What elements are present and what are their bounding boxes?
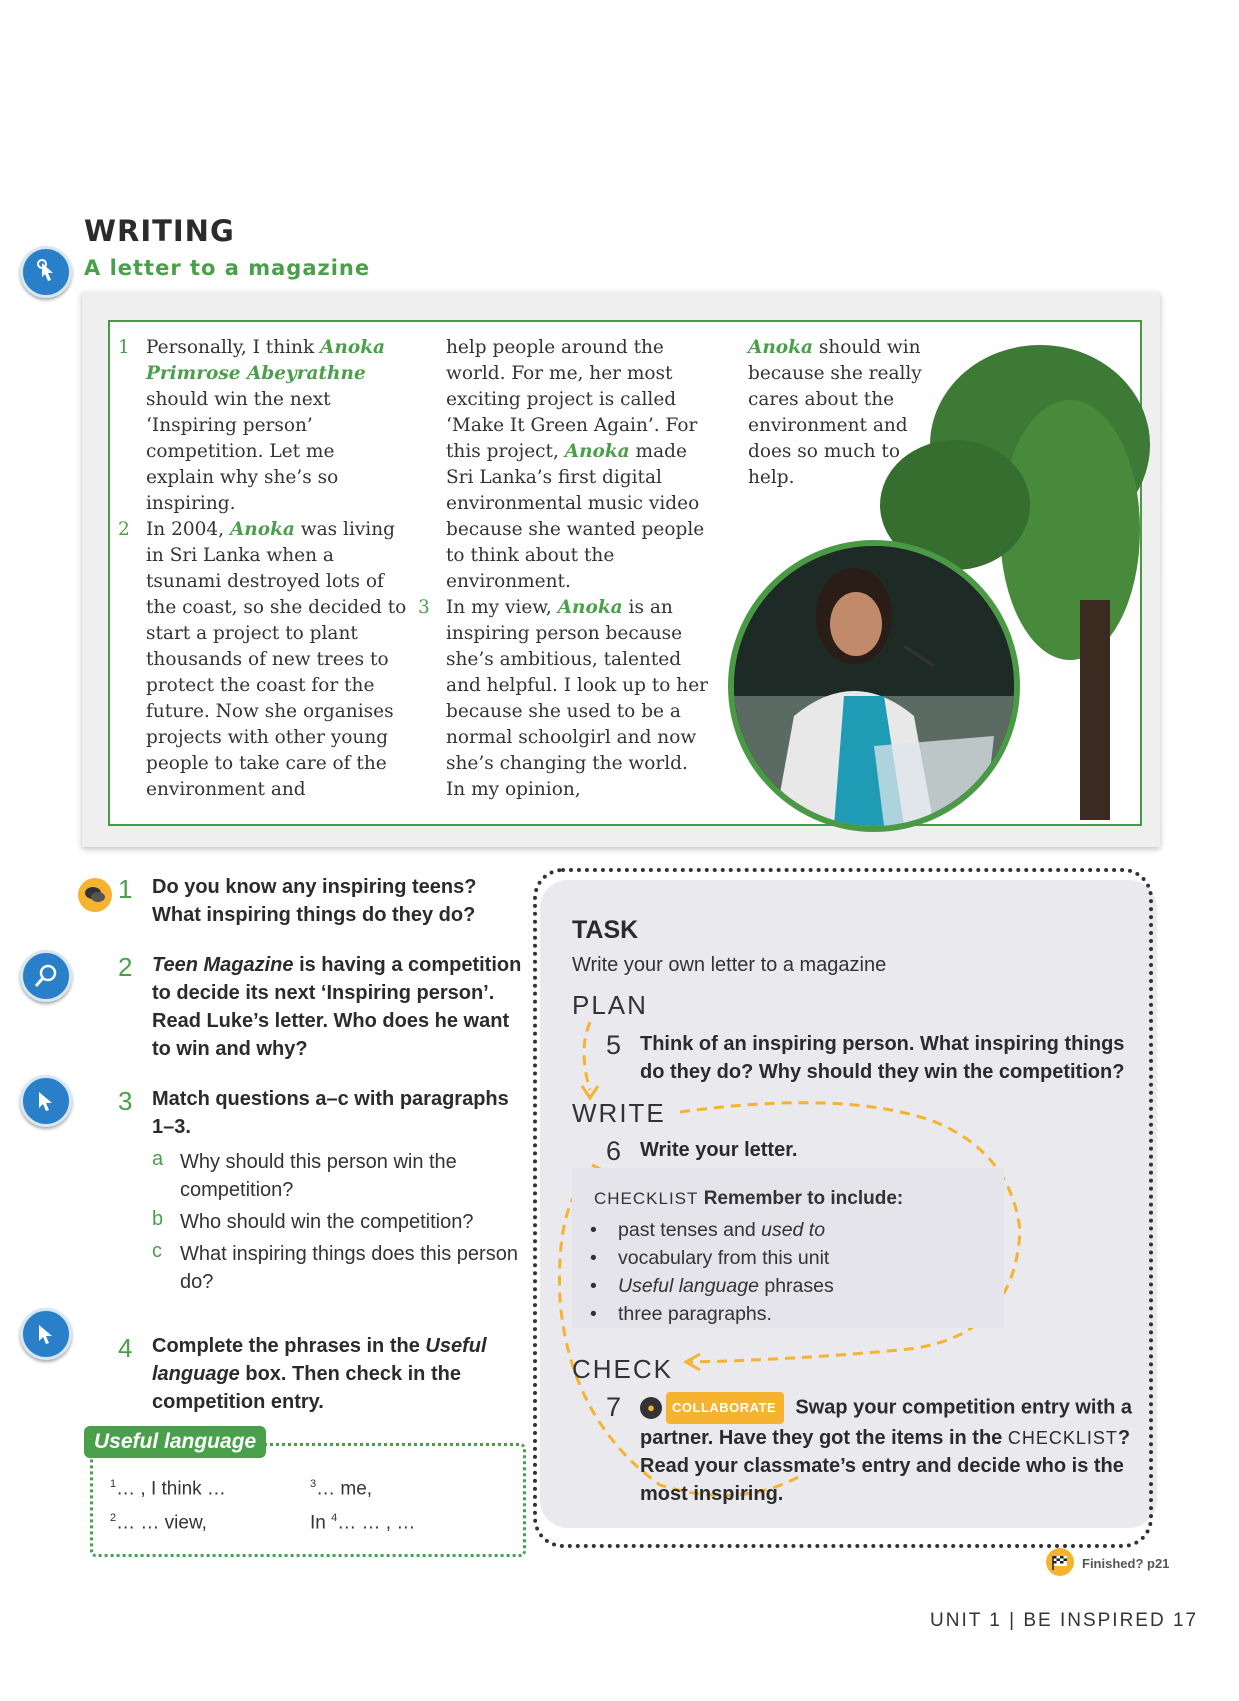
exercise-3-item-c: c What inspiring things does this person do?: [152, 1240, 518, 1293]
checklist-heading: CHECKLIST Remember to include:: [594, 1188, 904, 1209]
checklist-items: [590, 1216, 834, 1328]
task-subtitle: Write your own letter to a magazine: [572, 954, 887, 976]
exercise-3-item-a: a Why should this person win the competition?: [152, 1148, 457, 1201]
exercise-3-items: [152, 1148, 522, 1296]
useful-language-item-4: In $^4$… … , …: [310, 1512, 416, 1534]
paragraph-2-continued: help people around the world. For me, her most exciting project is called ‘Make It Green Again’. For this project, Anoka made Sri Lanka’s first digital environmental music video because she wanted people to think about the environment.: [446, 337, 705, 592]
step-6-number: 6: [606, 1136, 622, 1166]
useful-language-item-3: $^3$… me,: [310, 1478, 373, 1500]
letter-column-2: [418, 335, 708, 803]
exercise-2-text: Teen Magazine is having a competition to decide its next ‘Inspiring person’. Read Luke’s letter. Who does he want to win and why?: [152, 954, 522, 1060]
exercise-3-item-b: b Who should win the competition?: [152, 1208, 474, 1233]
step-7-text: ● COLLABORATE Swap your competition entry with a partner. Have they got the items in the CHECKLIST? Read your classmate’s entry and decide who is the most inspiring.: [640, 1392, 1140, 1508]
cursor-icon: [20, 1075, 72, 1127]
checklist-item: • past tenses and used to: [590, 1216, 834, 1244]
exercise-3-text: Match questions a–c with paragraphs 1–3.: [152, 1088, 509, 1138]
paragraph-3-continued: Anoka should win because she really cares about the environment and does so much to help.: [748, 337, 922, 488]
stage-check: CHECK: [572, 1354, 674, 1384]
checklist-item: • Useful language phrases: [590, 1272, 834, 1300]
cursor-icon: [20, 1308, 72, 1360]
collaborate-icon: ●: [640, 1397, 662, 1419]
stage-plan: PLAN: [572, 990, 648, 1020]
exercise-4-number: 4: [118, 1333, 133, 1363]
finished-link[interactable]: Finished? p21: [1082, 1556, 1170, 1571]
page-title: WRITING: [84, 214, 235, 248]
useful-language-item-2: $^2$… … view,: [110, 1512, 207, 1534]
step-5-number: 5: [606, 1030, 622, 1060]
checklist-item: • three paragraphs.: [590, 1300, 834, 1328]
exercise-2-number: 2: [118, 952, 133, 982]
checklist-item: • vocabulary from this unit: [590, 1244, 834, 1272]
page-subtitle: A letter to a magazine: [84, 256, 371, 280]
letter-column-3: [748, 335, 948, 491]
stage-write: WRITE: [572, 1098, 666, 1128]
step-6-text: Write your letter.: [640, 1139, 798, 1161]
magnifier-icon: [20, 950, 72, 1002]
letter-column-1: [118, 335, 408, 803]
step-7-number: 7: [606, 1392, 622, 1422]
paragraph-3: 3 In my view, Anoka is an inspiring person because she’s ambitious, talented and helpful. I look up to her because she used to be a normal schoolgirl and now she’s changing the world. In my opinion,: [418, 597, 708, 800]
collaborate-badge: COLLABORATE: [666, 1392, 784, 1424]
exercise-1-number: 1: [118, 874, 133, 904]
exercise-1-text: Do you know any inspiring teens? What inspiring things do they do?: [152, 876, 477, 926]
useful-language-item-1: $^1$… , I think …: [110, 1478, 226, 1500]
paragraph-1: 1 Personally, I think Anoka Primrose Abeyrathne should win the next ‘Inspiring person’ competition. Let me explain why she’s so inspiring.: [118, 337, 385, 514]
exercise-3-number: 3: [118, 1086, 133, 1116]
step-5-text: Think of an inspiring person. What inspiring things do they do? Why should they win the competition?: [640, 1033, 1125, 1083]
paragraph-2: 2 In 2004, Anoka was living in Sri Lanka when a tsunami destroyed lots of the coast, so she decided to start a project to plant thousands of new trees to protect the coast for the future. Now she organises projects with other young people to take care of the environment and: [118, 519, 407, 800]
page-footer: UNIT 1 | BE INSPIRED 17: [930, 1610, 1199, 1631]
exercise-4-text: Complete the phrases in the Useful language box. Then check in the competition entry.: [152, 1335, 487, 1413]
touch-pointer-icon: [20, 246, 72, 298]
useful-language-title: Useful language: [84, 1426, 266, 1458]
speech-bubbles-icon: [78, 878, 112, 912]
speaker-photo: [728, 540, 1020, 832]
task-title: TASK: [572, 916, 639, 944]
tree-trunk: [1080, 600, 1110, 820]
checkered-flag-icon: [1046, 1548, 1074, 1576]
